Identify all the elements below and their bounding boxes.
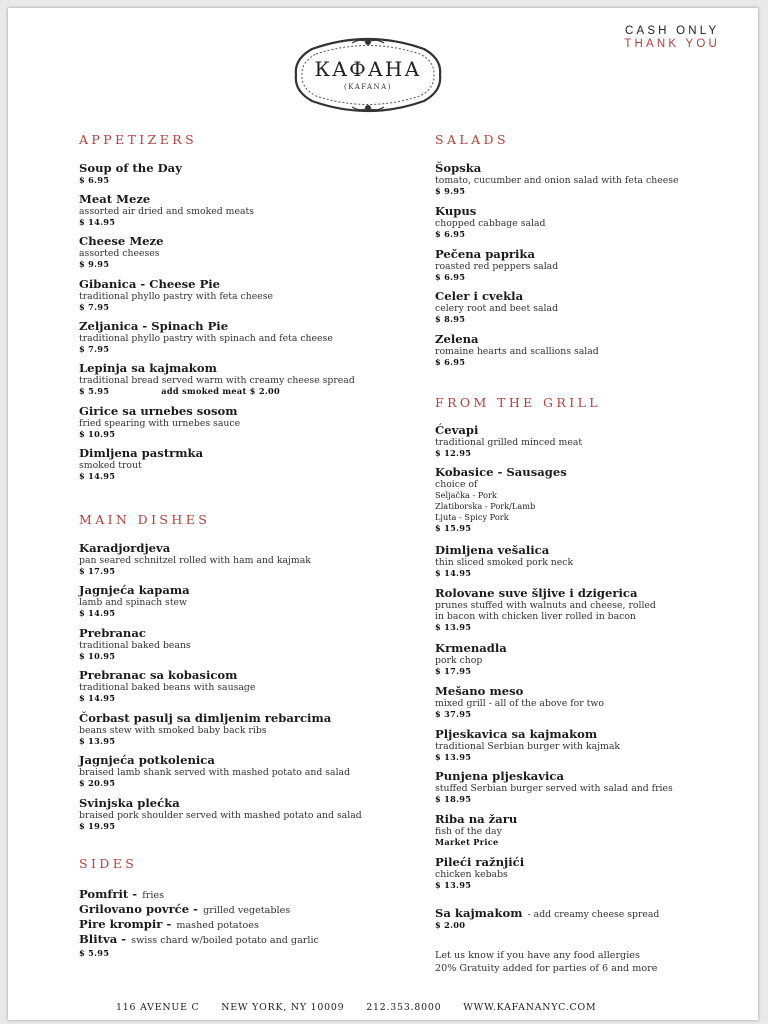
menu-item [79, 542, 311, 577]
item-name: Jagnjeća kapama [79, 583, 190, 597]
item-price: $ 18.95 [435, 794, 472, 805]
item-name: Dimljena pastrmka [79, 446, 204, 460]
menu-item [435, 248, 558, 283]
menu-item [79, 193, 254, 228]
menu-item [79, 362, 355, 397]
item-description: traditional phyllo pastry with spinach and feta cheese [79, 333, 333, 345]
item-description: thin sliced smoked pork neck [435, 557, 574, 569]
gratuity-note: 20% Gratuity added for parties of 6 and more [435, 963, 658, 974]
menu-item [79, 162, 182, 186]
item-description: fried spearing with urnebes sauce [79, 418, 241, 430]
item-price: $ 13.95 [435, 622, 472, 633]
item-description: pork chop [435, 655, 483, 667]
menu-item [435, 205, 546, 240]
item-name: Karadjordjeva [79, 541, 171, 555]
sides-price: $ 5.95 [79, 948, 110, 958]
item-description: mixed grill - all of the above for two [435, 698, 604, 710]
menu-item [79, 627, 191, 662]
item-price: $ 13.95 [79, 736, 116, 747]
item-price: $ 20.95 [79, 778, 116, 789]
item-description: traditional Serbian burger with kajmak [435, 741, 621, 753]
item-price: $ 13.95 [435, 880, 472, 891]
item-price: $ 14.95 [79, 608, 116, 619]
menu-item [79, 754, 350, 789]
item-name: Mešano meso [435, 684, 524, 698]
item-name: Lepinja sa kajmakom [79, 361, 217, 375]
section-title-main-dishes: MAIN DISHES [79, 512, 211, 527]
menu-item [79, 320, 333, 355]
side-item [79, 930, 319, 946]
item-price: $ 17.95 [79, 566, 116, 577]
item-description: pan seared schnitzel rolled with ham and kajmak [79, 555, 311, 567]
item-description: mashed potatoes [176, 920, 259, 931]
item-description: chopped cabbage salad [435, 218, 546, 230]
section-title-grill: FROM THE GRILL [435, 395, 601, 410]
item-name: Pire krompir - [79, 917, 172, 931]
item-description: smoked trout [79, 460, 142, 472]
item-description-continued: in bacon with chicken liver rolled in bacon [435, 611, 636, 623]
item-name: Zeljanica - Spinach Pie [79, 319, 229, 333]
addon-price: $ 2.00 [435, 920, 466, 931]
side-item [79, 915, 259, 931]
menu-item [79, 447, 203, 482]
menu-item [435, 642, 507, 677]
item-description: celery root and beet salad [435, 303, 559, 315]
item-price: $ 14.95 [79, 471, 116, 482]
item-price: $ 19.95 [79, 821, 116, 832]
menu-page [8, 8, 758, 1020]
item-description: beans stew with smoked baby back ribs [79, 725, 267, 737]
menu-item [435, 466, 567, 534]
item-price: $ 6.95 [435, 229, 466, 240]
item-description: assorted air dried and smoked meats [79, 206, 254, 218]
payment-notice [624, 25, 720, 51]
addon-description: - add creamy cheese spread [527, 909, 660, 920]
footer-website[interactable]: WWW.KAFANANYC.COM [463, 1002, 597, 1013]
section-title-sides: SIDES [79, 856, 138, 871]
item-name: Gibanica - Cheese Pie [79, 277, 221, 291]
item-name: Rolovane suve šljive i dzigerica [435, 586, 638, 600]
menu-item [435, 813, 517, 848]
item-price: $ 17.95 [435, 666, 472, 677]
item-description: tomato, cucumber and onion salad with feta cheese [435, 175, 679, 187]
menu-item [79, 712, 331, 747]
item-price: $ 8.95 [435, 314, 466, 325]
item-description: traditional baked beans with sausage [79, 682, 256, 694]
item-name: Celer i cvekla [435, 289, 524, 303]
addon-item [435, 905, 659, 931]
item-name: Šopska [435, 161, 482, 175]
footer [116, 1002, 614, 1013]
item-name: Čorbast pasulj sa dimljenim rebarcima [79, 711, 332, 725]
item-name: Prebranac sa kobasicom [79, 668, 238, 682]
cash-only-label: CASH ONLY [624, 25, 720, 37]
item-price: $ 7.95 [79, 344, 110, 355]
item-name: Kobasice - Sausages [435, 465, 567, 479]
allergy-note: Let us know if you have any food allergies [435, 950, 640, 961]
item-description: lamb and spinach stew [79, 597, 188, 609]
item-description: braised lamb shank served with mashed potato and salad [79, 767, 351, 779]
footer-city: NEW YORK, NY 10009 [221, 1002, 345, 1013]
item-description: traditional grilled minced meat [435, 437, 583, 449]
item-price: $ 12.95 [435, 448, 472, 459]
menu-item [79, 405, 240, 440]
item-name: Svinjska plećka [79, 796, 180, 810]
menu-item [435, 587, 656, 633]
item-name: Jagnjeća potkolenica [79, 753, 215, 767]
menu-item [435, 162, 679, 197]
menu-item [435, 770, 673, 805]
item-description: swiss chard w/boiled potato and garlic [131, 935, 319, 946]
item-name: Pečena paprika [435, 247, 535, 261]
item-addon: add smoked meat $ 2.00 [161, 386, 280, 397]
item-option: Ljuta - Spicy Pork [435, 512, 509, 523]
item-description: traditional phyllo pastry with feta cheese [79, 291, 274, 303]
item-description: grilled vegetables [203, 905, 291, 916]
item-description: chicken kebabs [435, 869, 508, 881]
item-name: Krmenadla [435, 641, 507, 655]
menu-item [435, 424, 582, 459]
item-description: romaine hearts and scallions salad [435, 346, 599, 358]
item-price: $ 13.95 [435, 752, 472, 763]
item-name: Pileći ražnjići [435, 855, 525, 869]
menu-item [435, 544, 573, 579]
thank-you-label: THANK YOU [624, 38, 720, 50]
item-name: Soup of the Day [79, 161, 182, 175]
item-price: $ 7.95 [79, 302, 110, 313]
item-name: Pomfrit - [79, 887, 138, 901]
item-description: fries [142, 890, 165, 901]
item-name: Kupus [435, 204, 477, 218]
addon-name: Sa kajmakom [435, 906, 523, 920]
item-option: Zlatiborska - Pork/Lamb [435, 501, 536, 512]
side-item [79, 885, 164, 901]
item-price: $ 5.95 add smoked meat $ 2.00 [79, 386, 280, 397]
item-description: assorted cheeses [79, 248, 160, 260]
item-price: $ 14.95 [79, 217, 116, 228]
menu-item [79, 797, 362, 832]
item-price: $ 10.95 [79, 651, 116, 662]
item-price: $ 37.95 [435, 709, 472, 720]
item-name: Pljeskavica sa kajmakom [435, 727, 598, 741]
item-name: Blitva - [79, 932, 127, 946]
item-description: choice of [435, 479, 478, 491]
item-description: traditional bread served warm with creamy cheese spread [79, 375, 355, 387]
logo-name: КАФАНА [314, 57, 422, 81]
item-name: Riba na žaru [435, 812, 518, 826]
item-price: Market Price [435, 837, 499, 848]
menu-item [435, 290, 558, 325]
menu-item [79, 278, 273, 313]
section-title-appetizers: APPETIZERS [79, 132, 198, 147]
menu-item [435, 333, 599, 368]
item-price: $ 9.95 [79, 259, 110, 270]
item-description: traditional baked beans [79, 640, 191, 652]
item-name: Punjena pljeskavica [435, 769, 564, 783]
item-description: braised pork shoulder served with mashed potato and salad [79, 810, 362, 822]
item-description: prunes stuffed with walnuts and cheese, rolled [435, 600, 656, 612]
footer-address: 116 AVENUE C [116, 1002, 200, 1013]
menu-item [79, 584, 190, 619]
side-item [79, 900, 290, 916]
sides-price-row [79, 948, 109, 959]
section-title-salads: SALADS [435, 132, 509, 147]
item-description: stuffed Serbian burger served with salad and fries [435, 783, 673, 795]
item-name: Grilovano povrće - [79, 902, 198, 916]
item-price: $ 10.95 [79, 429, 116, 440]
menu-item [435, 685, 604, 720]
menu-item [435, 728, 620, 763]
item-name: Prebranac [79, 626, 146, 640]
item-price: $ 15.95 [435, 523, 472, 534]
menu-item [79, 235, 164, 270]
item-price: $ 14.95 [435, 568, 472, 579]
item-price: $ 6.95 [435, 357, 466, 368]
item-name: Ćevapi [435, 423, 479, 437]
item-description: fish of the day [435, 826, 502, 838]
item-option: Seljačka - Pork [435, 490, 497, 501]
logo-subtitle: (KAFANA) [344, 83, 392, 91]
item-name: Cheese Meze [79, 234, 164, 248]
item-description: roasted red peppers salad [435, 261, 559, 273]
menu-item [435, 856, 524, 891]
menu-item [79, 669, 255, 704]
item-name: Girice sa urnebes sosom [79, 404, 238, 418]
item-price: $ 9.95 [435, 186, 466, 197]
item-price: $ 14.95 [79, 693, 116, 704]
item-price: $ 6.95 [435, 272, 466, 283]
footer-phone: 212.353.8000 [366, 1002, 442, 1013]
kafana-logo [292, 35, 444, 115]
item-name: Meat Meze [79, 192, 151, 206]
item-name: Zelena [435, 332, 479, 346]
item-price: $ 6.95 [79, 175, 110, 186]
item-name: Dimljena vešalica [435, 543, 550, 557]
